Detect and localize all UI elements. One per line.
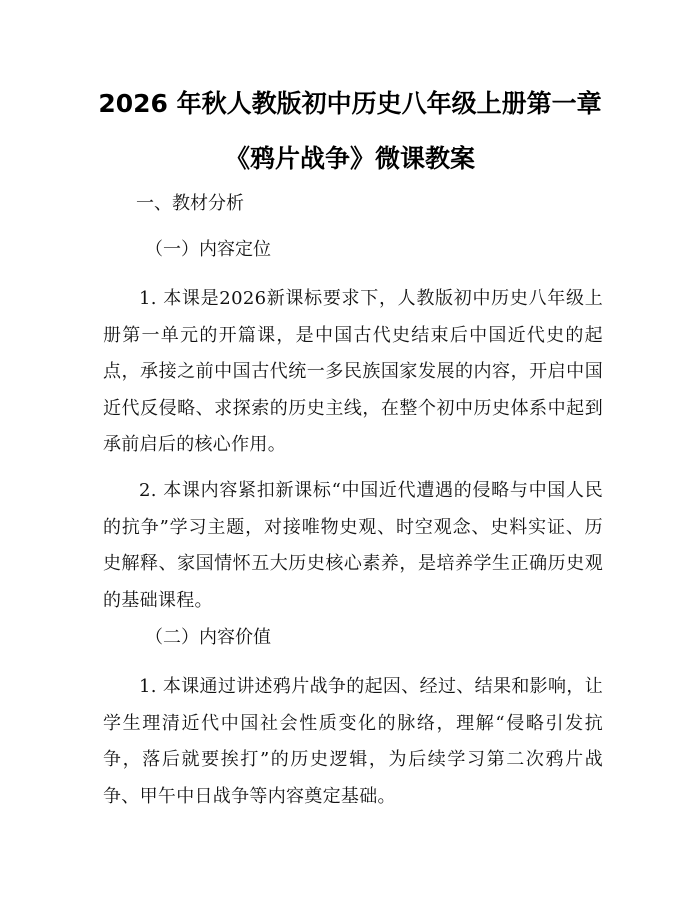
document-title-line-2: 《鸦片战争》微课教案 bbox=[224, 144, 475, 173]
paragraph-positioning-1: 1. 本课是2026新课标要求下，人教版初中历史八年级上册第一单元的开篇课，是中国古代史结束后中国近代史的起点，承接之前中国古代统一多民族国家发展的内容，开启中国近代反侵略、求探索的历史主线，在整个初中历史体系中起到承前启后的核心作用。 bbox=[103, 288, 603, 455]
subsection-heading-content-value: （二）内容价值 bbox=[145, 627, 271, 648]
paragraph-value-1: 1. 本课通过讲述鸦片战争的起因、经过、结果和影响，让学生理清近代中国社会性质变化的脉络，理解“侵略引发抗争，落后就要挨打”的历史逻辑，为后续学习第二次鸦片战争、甲午中日战争等内容奠定基础。 bbox=[103, 676, 603, 807]
section-heading-textbook-analysis: 一、教材分析 bbox=[136, 193, 244, 214]
subsection-heading-content-positioning: （一）内容定位 bbox=[145, 239, 271, 260]
paragraph-positioning-2: 2. 本课内容紧扣新课标“中国近代遭遇的侵略与中国人民的抗争”学习主题，对接唯物史观、时空观念、史料实证、历史解释、家国情怀五大历史核心素养，是培养学生正确历史观的基础课程。 bbox=[103, 480, 603, 611]
document-title-line-1: 2026 年秋人教版初中历史八年级上册第一章 bbox=[98, 89, 602, 118]
